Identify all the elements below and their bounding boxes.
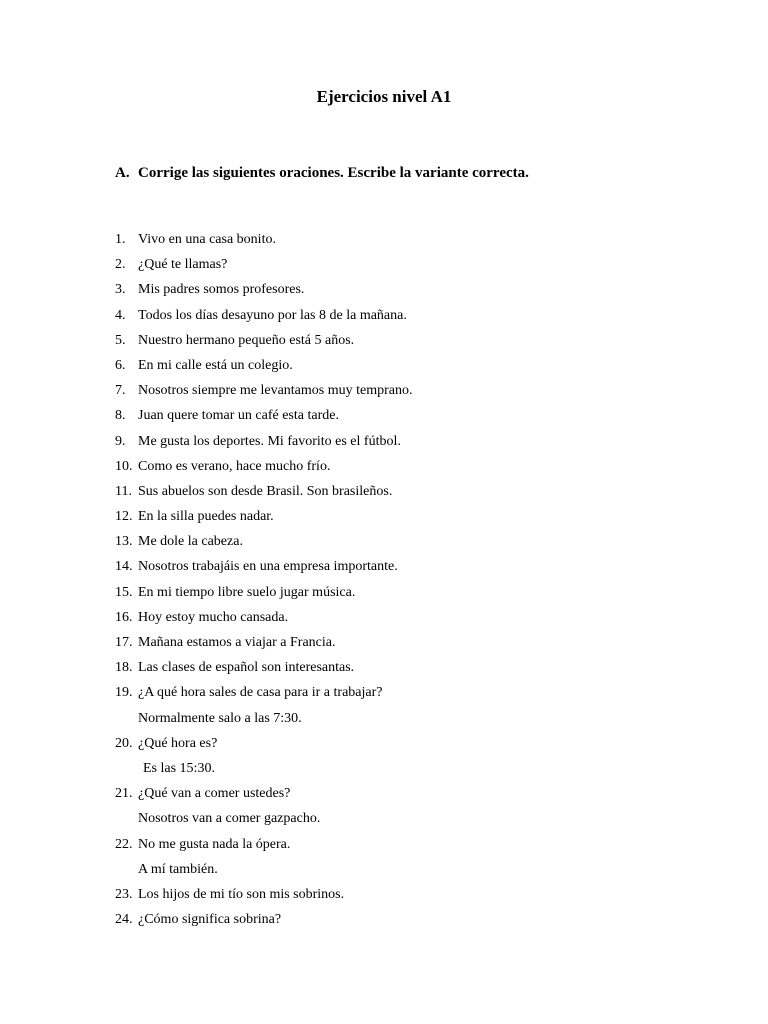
exercise-number: 10. (115, 458, 133, 474)
exercise-line (115, 280, 715, 305)
document-title: Ejercicios nivel A1 (316, 87, 452, 106)
exercise-number: 3. (115, 282, 126, 298)
exercise-sentence: Sus abuelos son desde Brasil. Son brasileños. (138, 483, 393, 499)
exercise-number: 4. (115, 307, 126, 323)
exercise-sentence: Mis padres somos profesores. (138, 282, 305, 298)
exercise-sentence: Nosotros siempre me levantamos muy temprano. (138, 383, 413, 399)
exercise-sentence: Los hijos de mi tío son mis sobrinos. (138, 886, 345, 902)
exercise-line (115, 583, 715, 608)
exercise-line (115, 507, 715, 532)
exercise-line (115, 835, 715, 860)
exercise-answer: Nosotros van a comer gazpacho. (138, 811, 321, 827)
exercise-answer: A mí también. (138, 861, 218, 877)
exercise-sentence: ¿A qué hora sales de casa para ir a trabajar? (138, 685, 383, 701)
exercise-number: 11. (115, 483, 132, 499)
exercise-number: 24. (115, 912, 133, 928)
exercise-sentence: Vivo en una casa bonito. (138, 232, 276, 247)
exercise-line (115, 230, 715, 255)
exercise-sentence: Todos los días desayuno por las 8 de la mañana. (138, 307, 407, 323)
exercise-sentence: Como es verano, hace mucho frío. (138, 458, 331, 474)
exercise-line (115, 910, 715, 935)
exercise-answer: Es las 15:30. (143, 760, 215, 776)
exercise-sentence: En mi tiempo libre suelo jugar música. (138, 584, 356, 600)
exercise-line (115, 784, 715, 809)
exercise-sentence: Nosotros trabajáis en una empresa importante. (138, 559, 398, 575)
exercise-sentence: Las clases de español son interesantas. (138, 660, 355, 676)
exercise-number: 23. (115, 886, 133, 902)
exercise-number: 17. (115, 635, 133, 650)
exercise-line (115, 860, 715, 885)
exercise-line (115, 885, 715, 910)
exercise-line (115, 406, 715, 431)
exercise-line (115, 356, 715, 381)
exercise-line (115, 482, 715, 507)
exercise-number: 6. (115, 357, 126, 373)
exercise-line (115, 331, 715, 356)
exercise-number: 2. (115, 257, 126, 273)
exercise-sentence: ¿Qué te llamas? (138, 257, 228, 273)
exercise-number: 18. (115, 660, 133, 676)
exercise-number: 8. (115, 408, 126, 424)
exercise-sentence: Juan quere tomar un café esta tarde. (138, 408, 339, 424)
exercise-number: 19. (115, 685, 133, 701)
exercise-line (115, 734, 715, 759)
exercise-number: 16. (115, 609, 133, 625)
exercise-number: 14. (115, 559, 133, 575)
exercise-number: 7. (115, 383, 126, 399)
exercise-sentence: Mañana estamos a viajar a Francia. (138, 635, 336, 650)
section-heading (115, 163, 529, 183)
exercise-line (115, 759, 715, 784)
exercise-answer: Normalmente salo a las 7:30. (138, 710, 302, 726)
exercise-number: 9. (115, 433, 126, 449)
exercise-sentence: ¿Qué van a comer ustedes? (138, 786, 291, 802)
exercise-line (115, 381, 715, 406)
exercise-line (115, 457, 715, 482)
exercise-number: 5. (115, 332, 126, 348)
exercise-line (115, 658, 715, 683)
section-letter: A. (115, 165, 130, 181)
exercise-sentence: En mi calle está un colegio. (138, 357, 293, 373)
exercise-sentence: Nuestro hermano pequeño está 5 años. (138, 332, 355, 348)
exercise-line (115, 255, 715, 280)
exercise-sentence: Me gusta los deportes. Mi favorito es el fútbol. (138, 433, 401, 449)
exercise-line (115, 633, 715, 658)
exercise-line (115, 608, 715, 633)
exercise-sentence: Me dole la cabeza. (138, 534, 243, 550)
exercise-line (115, 683, 715, 708)
exercise-line (115, 432, 715, 457)
exercise-sentence: No me gusta nada la ópera. (138, 836, 291, 852)
exercise-sentence: En la silla puedes nadar. (138, 509, 274, 525)
exercise-line (115, 809, 715, 834)
exercise-number: 12. (115, 509, 133, 525)
exercise-list (115, 230, 715, 935)
exercise-sentence: ¿Qué hora es? (138, 735, 218, 751)
exercise-line (115, 532, 715, 557)
exercise-number: 13. (115, 534, 133, 550)
exercise-number: 21. (115, 786, 133, 802)
exercise-number: 15. (115, 584, 133, 600)
exercise-line (115, 557, 715, 582)
exercise-sentence: Hoy estoy mucho cansada. (138, 609, 289, 625)
exercise-number: 20. (115, 735, 133, 751)
exercise-number: 22. (115, 836, 133, 852)
exercise-sentence: ¿Cómo significa sobrina? (138, 912, 282, 928)
exercise-line (115, 709, 715, 734)
exercise-line (115, 306, 715, 331)
section-instruction: Corrige las siguientes oraciones. Escribe la variante correcta. (138, 165, 529, 181)
exercise-number: 1. (115, 232, 126, 247)
